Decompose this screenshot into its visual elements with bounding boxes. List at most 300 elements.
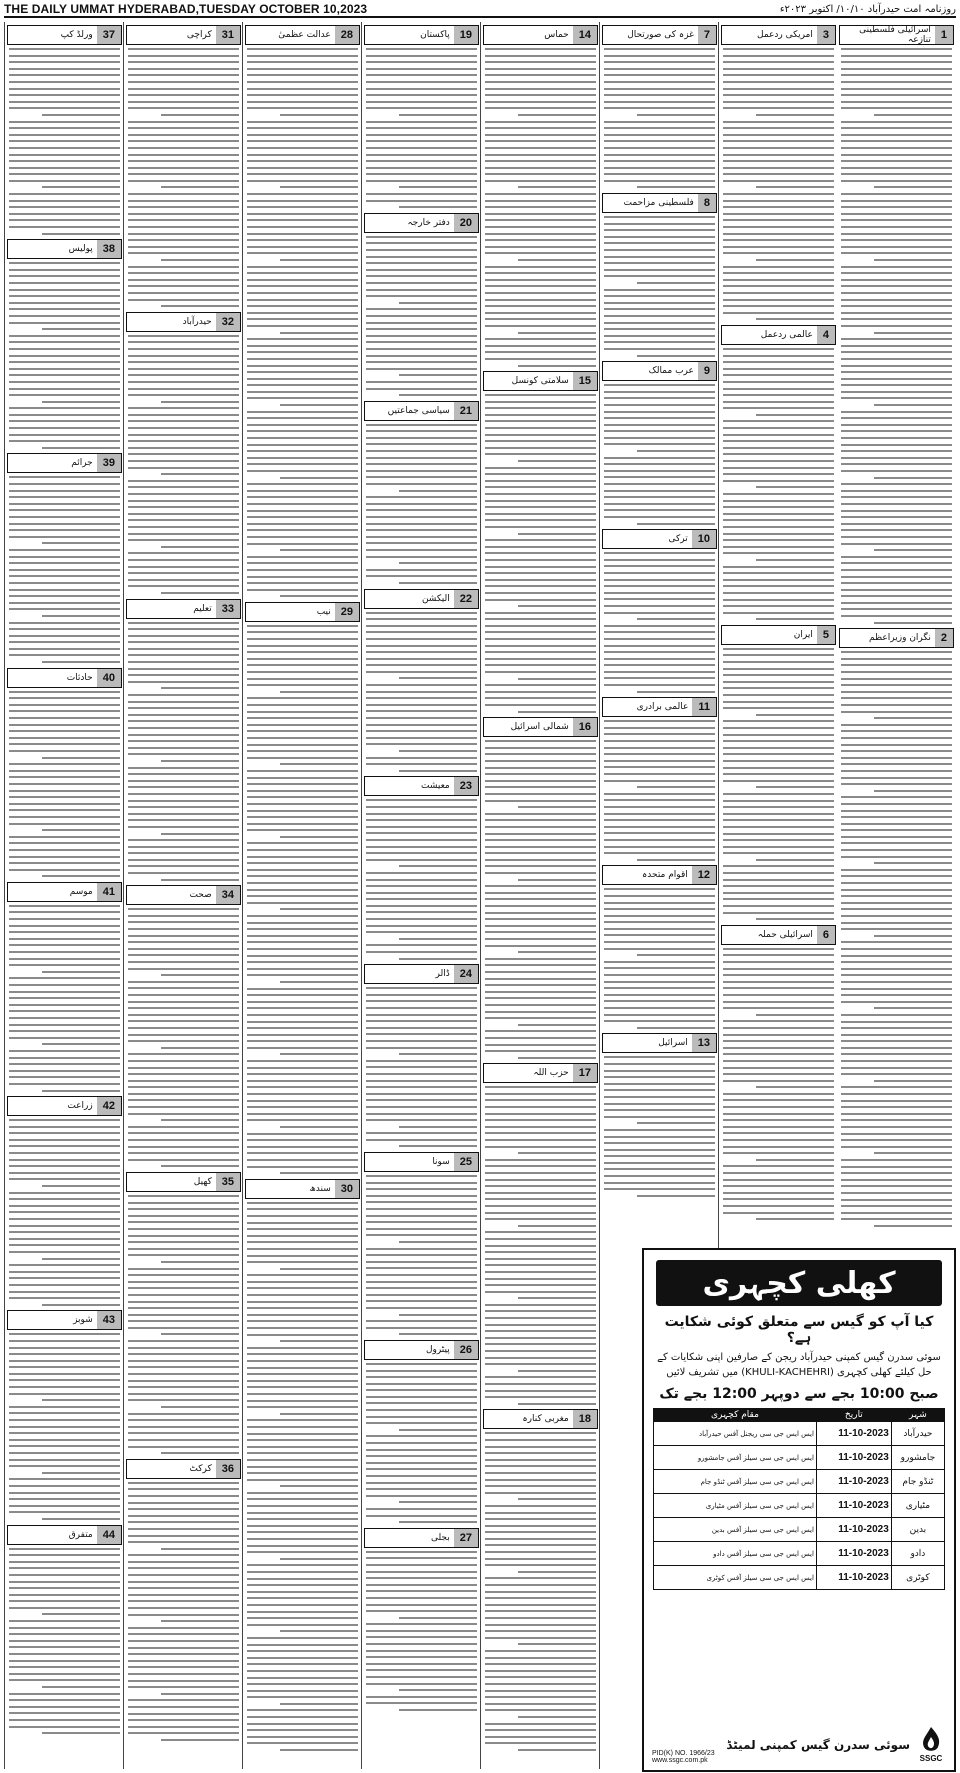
text-line [128, 1020, 239, 1022]
text-line [366, 341, 477, 343]
text-line [604, 417, 715, 419]
text-line [247, 61, 358, 63]
text-line [247, 1446, 358, 1448]
text-line [247, 543, 358, 545]
text-line [604, 1182, 715, 1184]
text-line [756, 186, 834, 188]
text-line [9, 1347, 120, 1349]
text-line [9, 1465, 120, 1467]
text-line [723, 81, 834, 83]
text-line [366, 1435, 477, 1437]
news-column [242, 22, 362, 1769]
text-line [518, 533, 596, 535]
text-line [841, 1119, 952, 1121]
story-body [837, 651, 956, 1227]
text-line [485, 160, 596, 162]
text-line [128, 1535, 239, 1537]
text-line [841, 305, 952, 307]
text-line [485, 394, 596, 396]
text-line [366, 1201, 477, 1203]
text-line [161, 974, 239, 976]
text-line [9, 407, 120, 409]
text-line [366, 1248, 477, 1250]
text-line [128, 1393, 239, 1395]
text-line [841, 457, 952, 459]
story-heading [126, 885, 241, 905]
text-line [366, 1188, 477, 1190]
story-title: کراچی [186, 30, 212, 40]
text-line [723, 661, 834, 663]
text-line [9, 796, 120, 798]
text-line [247, 1742, 358, 1744]
text-line [247, 411, 358, 413]
text-line [841, 1093, 952, 1095]
text-line [841, 246, 952, 248]
text-line [841, 875, 952, 877]
text-line [128, 948, 239, 950]
story-heading [721, 325, 836, 345]
text-line [841, 664, 952, 666]
text-line [485, 453, 596, 455]
text-line [247, 233, 358, 235]
text-line [841, 849, 952, 851]
text-line [366, 806, 477, 808]
text-line [9, 809, 120, 811]
text-line [366, 1281, 477, 1283]
text-line [9, 1554, 120, 1556]
text-line [485, 1610, 596, 1612]
text-line [841, 1179, 952, 1181]
text-line [366, 658, 477, 660]
text-line [366, 1234, 477, 1236]
text-line [485, 74, 596, 76]
text-line [485, 1198, 596, 1200]
text-line [247, 1060, 358, 1062]
text-line [247, 200, 358, 202]
text-line [128, 533, 239, 535]
text-line [9, 1037, 120, 1039]
text-line [723, 865, 834, 867]
text-line [128, 1660, 239, 1662]
text-line [604, 315, 715, 317]
text-line [366, 1370, 477, 1372]
text-line [9, 88, 120, 90]
news-column [480, 22, 600, 1769]
text-line [399, 206, 477, 208]
text-line [247, 74, 358, 76]
text-line [485, 1238, 596, 1240]
text-line [604, 994, 715, 996]
text-line [874, 862, 952, 864]
text-line [366, 892, 477, 894]
text-line [366, 994, 477, 996]
text-line [128, 1301, 239, 1303]
text-line [247, 829, 358, 831]
story-title: پیٹرول [425, 1344, 450, 1355]
text-line [247, 1073, 358, 1075]
text-line [604, 1162, 715, 1164]
text-line [604, 888, 715, 890]
text-line [247, 1373, 358, 1375]
text-line [841, 691, 952, 693]
text-line [9, 1205, 120, 1207]
text-line [247, 678, 358, 680]
cell-city: دادو [891, 1542, 944, 1566]
text-line [604, 424, 715, 426]
text-line [841, 1192, 952, 1194]
text-line [841, 737, 952, 739]
table-row [654, 1542, 945, 1566]
text-line [9, 1640, 120, 1642]
text-line [128, 335, 239, 337]
text-line [604, 908, 715, 910]
text-line [841, 160, 952, 162]
text-line [42, 1258, 120, 1260]
text-line [723, 800, 834, 802]
text-line [247, 457, 358, 459]
text-line [841, 988, 952, 990]
text-line [366, 1080, 477, 1082]
text-line [9, 1291, 120, 1293]
story-number: 30 [335, 1180, 359, 1198]
text-line [485, 912, 596, 914]
text-line [723, 1132, 834, 1134]
text-line [723, 467, 834, 469]
text-line [366, 1000, 477, 1002]
text-line [42, 757, 120, 759]
text-line [247, 1248, 358, 1250]
text-line [247, 213, 358, 215]
story-number: 25 [454, 1153, 478, 1171]
text-line [366, 905, 477, 907]
text-line [518, 332, 596, 334]
text-line [247, 1360, 358, 1362]
text-line [247, 1584, 358, 1586]
text-line [128, 1241, 239, 1243]
text-line [485, 1218, 596, 1220]
text-line [485, 94, 596, 96]
text-line [247, 1657, 358, 1659]
text-line [723, 407, 834, 409]
text-line [128, 1627, 239, 1629]
text-line [485, 1165, 596, 1167]
text-line [485, 1245, 596, 1247]
text-line [247, 562, 358, 564]
text-line [9, 654, 120, 656]
text-line [247, 94, 358, 96]
story-title: عدالت عظمیٰ [278, 30, 331, 40]
story-heading [7, 882, 122, 902]
text-line [9, 918, 120, 920]
text-line [42, 114, 120, 116]
text-line [604, 572, 715, 574]
story-title: پاکستان [420, 30, 450, 40]
text-line [485, 213, 596, 215]
text-line [9, 74, 120, 76]
text-line [841, 711, 952, 713]
text-line [485, 931, 596, 933]
text-line [247, 437, 358, 439]
story-number: 10 [692, 530, 716, 548]
text-line [247, 154, 358, 156]
cell-date: 11-10-2023 [816, 1494, 891, 1518]
story-heading [7, 1310, 122, 1330]
text-line [485, 1050, 596, 1052]
text-line [128, 1386, 239, 1388]
text-line [9, 440, 120, 442]
text-line [841, 1053, 952, 1055]
text-line [128, 928, 239, 930]
story-heading [602, 193, 717, 213]
text-line [247, 536, 358, 538]
text-line [485, 1637, 596, 1639]
text-line [604, 1149, 715, 1151]
text-line [128, 299, 239, 301]
text-line [485, 1132, 596, 1134]
text-line [128, 579, 239, 581]
story-title: اسرائیل [658, 1038, 688, 1049]
text-line [9, 1353, 120, 1355]
text-line [604, 302, 715, 304]
text-line [9, 275, 120, 277]
text-line [841, 1027, 952, 1029]
text-line [874, 549, 952, 551]
header-venue: مقام کچہری [654, 1409, 817, 1422]
text-line [841, 450, 952, 452]
text-line [247, 384, 358, 386]
text-line [841, 127, 952, 129]
text-line [604, 1083, 715, 1085]
text-line [161, 259, 239, 261]
text-line [247, 1466, 358, 1468]
text-line [128, 467, 239, 469]
text-line [604, 559, 715, 561]
text-line [9, 1119, 120, 1121]
text-line [604, 48, 715, 50]
text-line [485, 991, 596, 993]
text-line [9, 1139, 120, 1141]
text-line [128, 1268, 239, 1270]
text-line [9, 289, 120, 291]
text-line [247, 1347, 358, 1349]
text-line [128, 206, 239, 208]
text-line [723, 440, 834, 442]
text-line [247, 1472, 358, 1474]
text-line [128, 1413, 239, 1415]
text-line [128, 440, 239, 442]
text-line [366, 852, 477, 854]
text-line [42, 1090, 120, 1092]
story-heading [721, 25, 836, 45]
text-line [366, 483, 477, 485]
text-line [841, 338, 952, 340]
text-line [128, 107, 239, 109]
text-line [247, 955, 358, 957]
story-number: 14 [573, 26, 597, 44]
text-line [42, 661, 120, 663]
story-body [5, 1119, 124, 1306]
text-line [128, 1340, 239, 1342]
text-line [366, 289, 477, 291]
text-line [9, 420, 120, 422]
text-line [9, 944, 120, 946]
text-line [366, 743, 477, 745]
text-line [518, 1571, 596, 1573]
text-line [9, 55, 120, 57]
text-line [9, 984, 120, 986]
text-line [247, 391, 358, 393]
text-line [128, 694, 239, 696]
text-line [485, 964, 596, 966]
text-line [723, 885, 834, 887]
text-line [247, 1564, 358, 1566]
text-line [485, 1376, 596, 1378]
text-line [723, 1205, 834, 1207]
text-line [9, 1172, 120, 1174]
text-line [128, 1027, 239, 1029]
text-line [518, 1225, 596, 1227]
text-line [128, 648, 239, 650]
text-line [9, 394, 120, 396]
text-line [247, 127, 358, 129]
text-line [485, 1119, 596, 1121]
text-line [128, 101, 239, 103]
text-line [841, 810, 952, 812]
text-line [366, 697, 477, 699]
text-line [518, 951, 596, 953]
text-line [723, 533, 834, 535]
schedule-table [653, 1408, 945, 1590]
story-heading [126, 599, 241, 619]
text-line [485, 918, 596, 920]
text-line [128, 1521, 239, 1523]
text-line [604, 411, 715, 413]
text-line [247, 483, 358, 485]
text-line [723, 252, 834, 254]
text-line [366, 1416, 477, 1418]
text-line [841, 1021, 952, 1023]
story-title: ورلڈ کپ [60, 30, 93, 40]
text-line [128, 915, 239, 917]
text-line [9, 1145, 120, 1147]
text-line [128, 1600, 239, 1602]
text-line [637, 859, 715, 861]
text-line [247, 1021, 358, 1023]
text-line [366, 846, 477, 848]
text-line [723, 266, 834, 268]
text-line [247, 1119, 358, 1121]
text-line [485, 546, 596, 548]
text-line [604, 915, 715, 917]
text-line [604, 404, 715, 406]
text-line [9, 1231, 120, 1233]
text-line [128, 1053, 239, 1055]
text-line [128, 266, 239, 268]
text-line [9, 434, 120, 436]
text-line [128, 200, 239, 202]
text-line [9, 355, 120, 357]
text-line [9, 997, 120, 999]
text-line [841, 744, 952, 746]
text-line [366, 819, 477, 821]
text-line [756, 1159, 834, 1161]
text-line [604, 1129, 715, 1131]
story-body [362, 987, 481, 1147]
text-line [280, 1268, 358, 1270]
text-line [128, 1666, 239, 1668]
text-line [637, 355, 715, 357]
text-line [841, 101, 952, 103]
text-line [485, 585, 596, 587]
text-line [366, 826, 477, 828]
text-line [247, 1538, 358, 1540]
cell-city: ٹنڈو جام [891, 1470, 944, 1494]
text-line [723, 701, 834, 703]
text-line [874, 114, 952, 116]
text-line [366, 1557, 477, 1559]
text-line [485, 1512, 596, 1514]
text-line [723, 180, 834, 182]
story-number: 12 [692, 866, 716, 884]
text-line [247, 285, 358, 287]
text-line [723, 94, 834, 96]
text-line [723, 654, 834, 656]
text-line [756, 259, 834, 261]
advert-body: سوئی سدرن گیس کمپنی حیدرآباد ریجن کے صارفین اپنی شکایات کے حل کیلئے کھلی کچہری (KHULI-KACHEHRI) میں تشریف لائیں [657, 1352, 941, 1378]
text-line [485, 526, 596, 528]
text-line [128, 493, 239, 495]
text-line [9, 1426, 120, 1428]
text-line [366, 575, 477, 577]
text-line [128, 1126, 239, 1128]
text-line [723, 687, 834, 689]
text-line [9, 1600, 120, 1602]
text-line [128, 1294, 239, 1296]
text-line [161, 1620, 239, 1622]
text-line [366, 832, 477, 834]
text-line [247, 556, 358, 558]
text-line [128, 1673, 239, 1675]
text-line [247, 1512, 358, 1514]
text-line [604, 180, 715, 182]
text-line [247, 1696, 358, 1698]
text-line [128, 846, 239, 848]
text-line [841, 61, 952, 63]
story-body [124, 622, 243, 881]
story-heading [483, 1063, 598, 1083]
text-line [485, 997, 596, 999]
text-line [841, 1100, 952, 1102]
text-line [366, 1027, 477, 1029]
text-line [604, 631, 715, 633]
text-line [9, 1165, 120, 1167]
text-line [723, 312, 834, 314]
text-line [518, 365, 596, 367]
text-line [366, 1604, 477, 1606]
text-line [247, 1014, 358, 1016]
text-line [756, 714, 834, 716]
text-line [128, 173, 239, 175]
text-line [366, 1442, 477, 1444]
text-line [723, 279, 834, 281]
text-line [874, 717, 952, 719]
text-line [399, 1126, 477, 1128]
text-line [366, 1093, 477, 1095]
story-heading [126, 25, 241, 45]
text-line [518, 460, 596, 462]
text-line [874, 790, 952, 792]
text-line [128, 935, 239, 937]
